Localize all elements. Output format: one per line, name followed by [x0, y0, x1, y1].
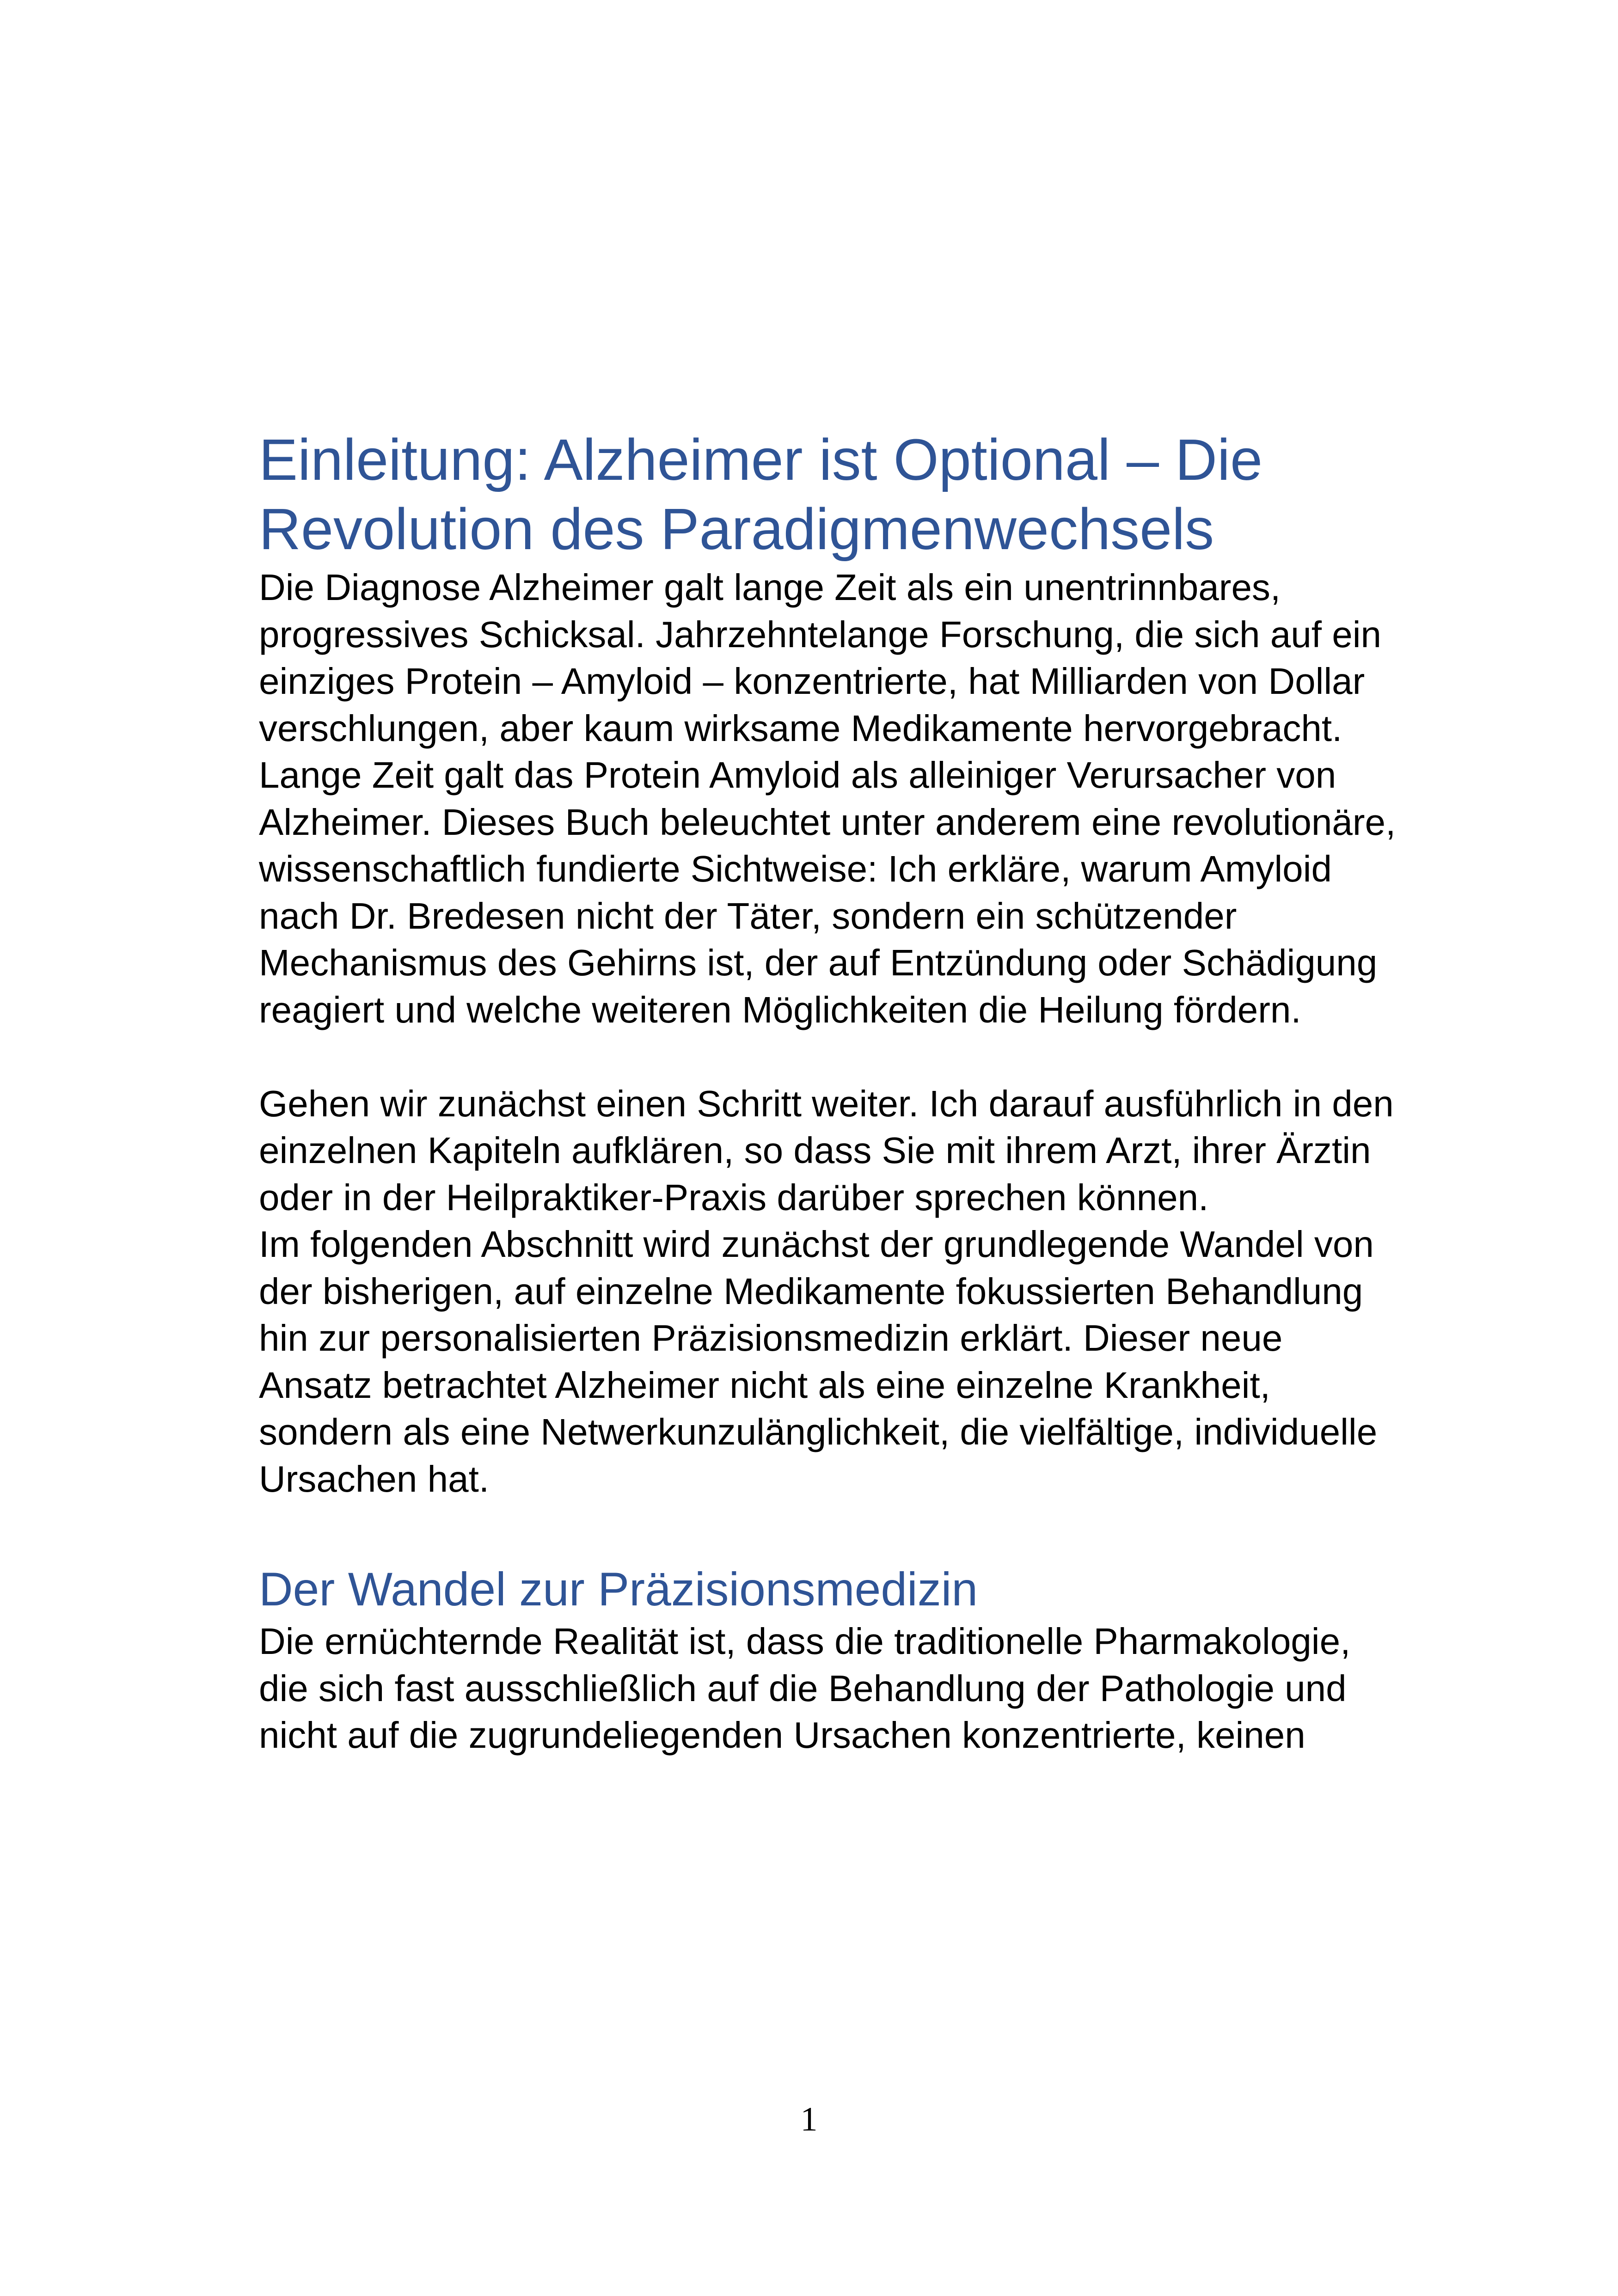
- page-number: 1: [800, 2100, 818, 2138]
- paragraph-spacer: [259, 1033, 1396, 1080]
- body-paragraph: Die ernüchternde Realität ist, dass die traditionelle Pharmakologie, die sich fast ausschließlich auf die Behandlung der Pathologie und nicht auf die zugrundeliegenden Ursachen konzentrierte, keinen: [259, 1621, 1351, 1756]
- page-content: [259, 425, 1396, 1759]
- body-paragraph: Gehen wir zunächst einen Schritt weiter. Ich darauf ausführlich in den einzelnen Kapiteln aufklären, so dass Sie mit ihrem Arzt, ihrer Ärztin oder in der Heilpraktiker-Praxis darüber sprechen können.: [259, 1083, 1394, 1218]
- body-paragraph: Lange Zeit galt das Protein Amyloid als alleiniger Verursacher von Alzheimer. Dieses Buch beleuchtet unter anderem eine revolutionäre, wissenschaftlich fundierte Sichtweise: Ich erkläre, warum Amyloid nach Dr. Bredesen nicht der Täter, sondern ein schützender Mechanismus des Gehirns ist, der auf Entzündung oder Schädigung reagiert und welche weiteren Möglichkeiten die Heilung fördern.: [259, 754, 1396, 1030]
- chapter-title: Einleitung: Alzheimer ist Optional – Die Revolution des Paradigmenwechsels: [259, 427, 1263, 562]
- body-paragraph: Im folgenden Abschnitt wird zunächst der grundlegende Wandel von der bisherigen, auf einzelne Medikamente fokussierten Behandlung hin zur personalisierten Präzisionsmedizin erklärt. Dieser neue Ansatz betrachtet Alzheimer nicht als eine einzelne Krankheit, sondern als eine Netwerkunzulänglichkeit, die vielfältige, individuelle Ursachen hat.: [259, 1224, 1378, 1500]
- section-title: Der Wandel zur Präzisionsmedizin: [259, 1563, 978, 1616]
- section-spacer: [259, 1502, 1396, 1561]
- body-paragraph: Die Diagnose Alzheimer galt lange Zeit als ein unentrinnbares, progressives Schicksal. Jahrzehntelange Forschung, die sich auf ein einziges Protein – Amyloid – konzentrierte, hat Milliarden von Dollar verschlungen, aber kaum wirksame Medikamente hervorgebracht.: [259, 567, 1381, 749]
